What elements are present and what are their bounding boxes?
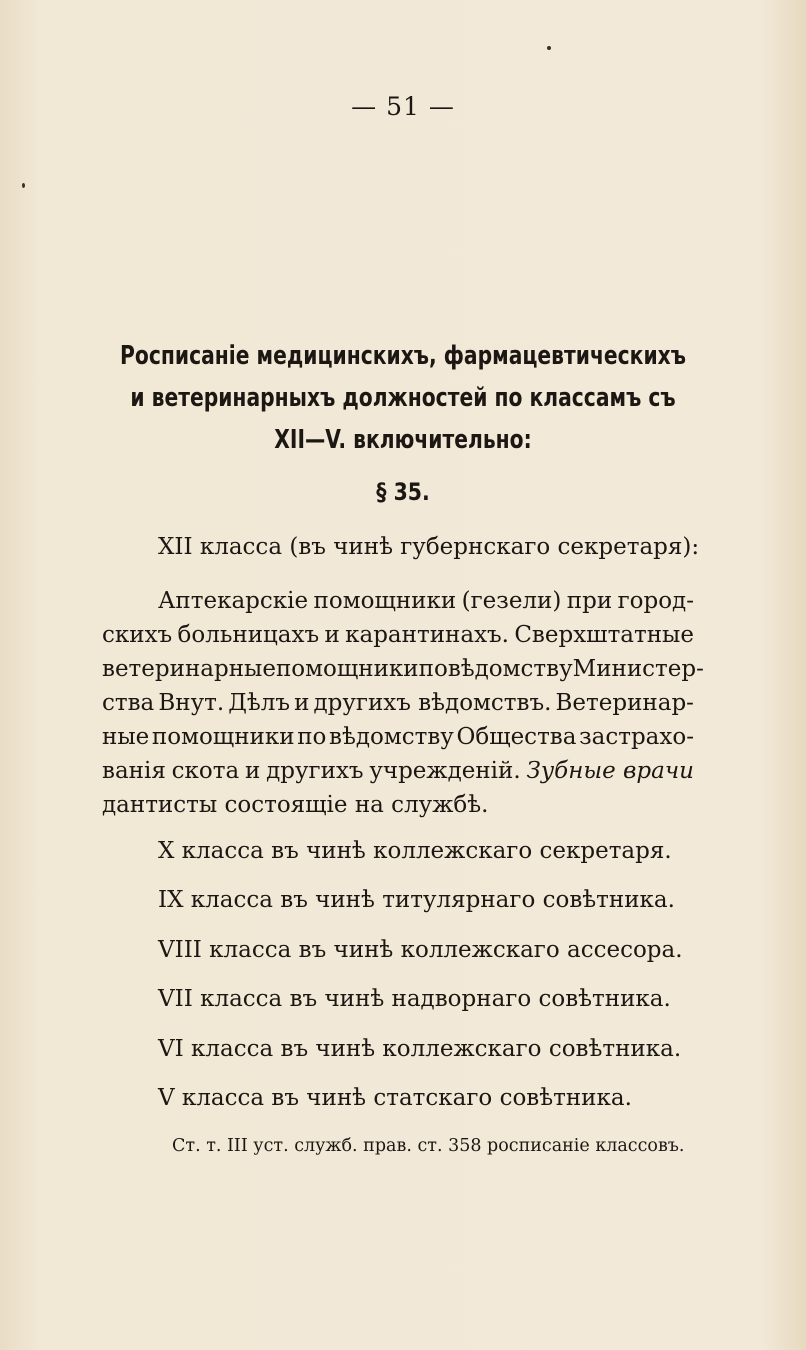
word: скота [171,758,240,784]
word: ства [102,690,155,716]
footnote: Ст. т. III уст. служб. прав. ст. 358 росписаніе классовъ. [172,1136,685,1156]
word: по [418,656,448,682]
paragraph-line-2 [102,622,694,648]
word: помощники [275,656,419,682]
word: (гезели) [461,588,562,614]
class-xii-heading: XII класса (въ чинѣ губернскаго секретаря): [158,534,700,560]
word: Сверхштатные [514,622,694,648]
word: ванія [102,758,166,784]
word: вѣдомству [447,656,573,682]
page-number: — 51 — [351,92,455,121]
paragraph-line-5 [102,724,694,750]
paragraph-line-6 [102,758,694,784]
paragraph-line-3 [102,656,704,682]
word: Ветеринар- [555,690,694,716]
class-vi: VI класса въ чинѣ коллежскаго совѣтника. [158,1036,682,1062]
word: при [566,588,613,614]
paragraph-line-1 [158,588,694,614]
word: Общества [456,724,577,750]
word: помощники [313,588,457,614]
word: больницахъ [177,622,320,648]
word: ные [102,724,150,750]
word: Дѣлъ [228,690,291,716]
title-line-3: XII—V. включительно: [274,425,532,455]
word: город- [617,588,694,614]
class-vii: VII класса въ чинѣ надворнаго совѣтника. [158,986,671,1012]
section-number: § 35. [376,478,430,506]
word: Внут. [158,690,225,716]
word: карантинахъ. [345,622,509,648]
word: по [297,724,327,750]
word: скихъ [102,622,173,648]
word: ветеринарные [102,656,276,682]
paragraph-line-4 [102,690,694,716]
class-ix: IX класса въ чинѣ титулярнаго совѣтника. [158,887,675,913]
class-viii: VIII класса въ чинѣ коллежскаго ассесора. [158,937,683,963]
paper-speck [547,46,551,50]
word: другихъ вѣдомствъ. [313,690,552,716]
class-x: X класса въ чинѣ коллежскаго секретаря. [158,838,672,864]
word: застрахо- [579,724,694,750]
title-line-1: Росписаніе медицинскихъ, фармацевтическихъ [120,341,686,371]
word: помощники [151,724,295,750]
word: вѣдомству [329,724,454,750]
word: и [324,622,340,648]
class-v: V класса въ чинѣ статскаго совѣтника. [158,1085,632,1111]
italic-phrase: Зубные врачи [526,758,694,784]
word: Аптекарскіе [158,588,309,614]
word: другихъ [266,758,364,784]
paragraph-line-7: дантисты состоящіе на службѣ. [102,792,489,818]
word: и [245,758,261,784]
word: и [294,690,310,716]
page-title [70,335,736,461]
word: учрежденій. [369,758,521,784]
word: Министер- [572,656,704,682]
paper-speck [22,183,25,188]
title-line-2: и ветеринарныхъ должностей по классамъ съ [130,383,676,413]
